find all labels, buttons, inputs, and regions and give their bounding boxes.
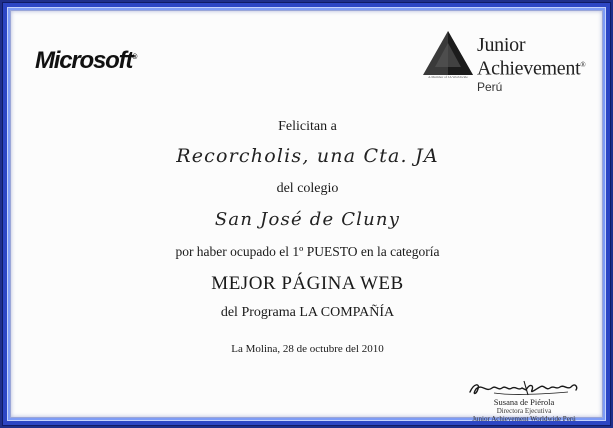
certificate-inner-border — [7, 7, 606, 421]
signatory-name: Susana de Piérola — [493, 397, 555, 407]
triangle-emblem-icon — [421, 29, 475, 77]
ja-country: Perú — [477, 80, 503, 94]
school-name: San José de Cluny — [214, 209, 401, 230]
signatory-organization: Junior Achievement Worldwide Perú — [472, 415, 576, 423]
certificate-frame — [2, 2, 611, 426]
signatory-role: Directora Ejecutiva — [496, 407, 552, 415]
microsoft-trademark: ® — [132, 54, 138, 61]
junior-achievement-logo — [421, 25, 601, 95]
recipient-name: Recorcholis, una Cta. JA — [176, 145, 439, 167]
signature-block — [439, 377, 609, 423]
placement-line: por haber ocupado el 1º PUESTO en la categoría — [175, 244, 440, 259]
program-line: del Programa LA COMPAÑÍA — [220, 305, 395, 320]
ja-name-line2: Achievement — [477, 57, 581, 80]
place-date: La Molina, 28 de octubre del 2010 — [231, 343, 384, 355]
congratulate-line: Felicitan a — [278, 119, 337, 134]
ja-name-line1: Junior — [477, 34, 526, 56]
microsoft-logo-text: Microsoft — [35, 47, 133, 74]
award-category: MEJOR PÁGINA WEB — [211, 273, 404, 294]
ja-name — [477, 35, 585, 79]
handwritten-signature — [464, 377, 584, 399]
certificate-paper — [10, 10, 603, 423]
ja-trademark: ® — [580, 61, 586, 69]
microsoft-logo — [35, 47, 137, 75]
ja-member-note: A Member of JA Worldwide — [428, 75, 468, 79]
school-intro-line: del colegio — [276, 181, 339, 196]
